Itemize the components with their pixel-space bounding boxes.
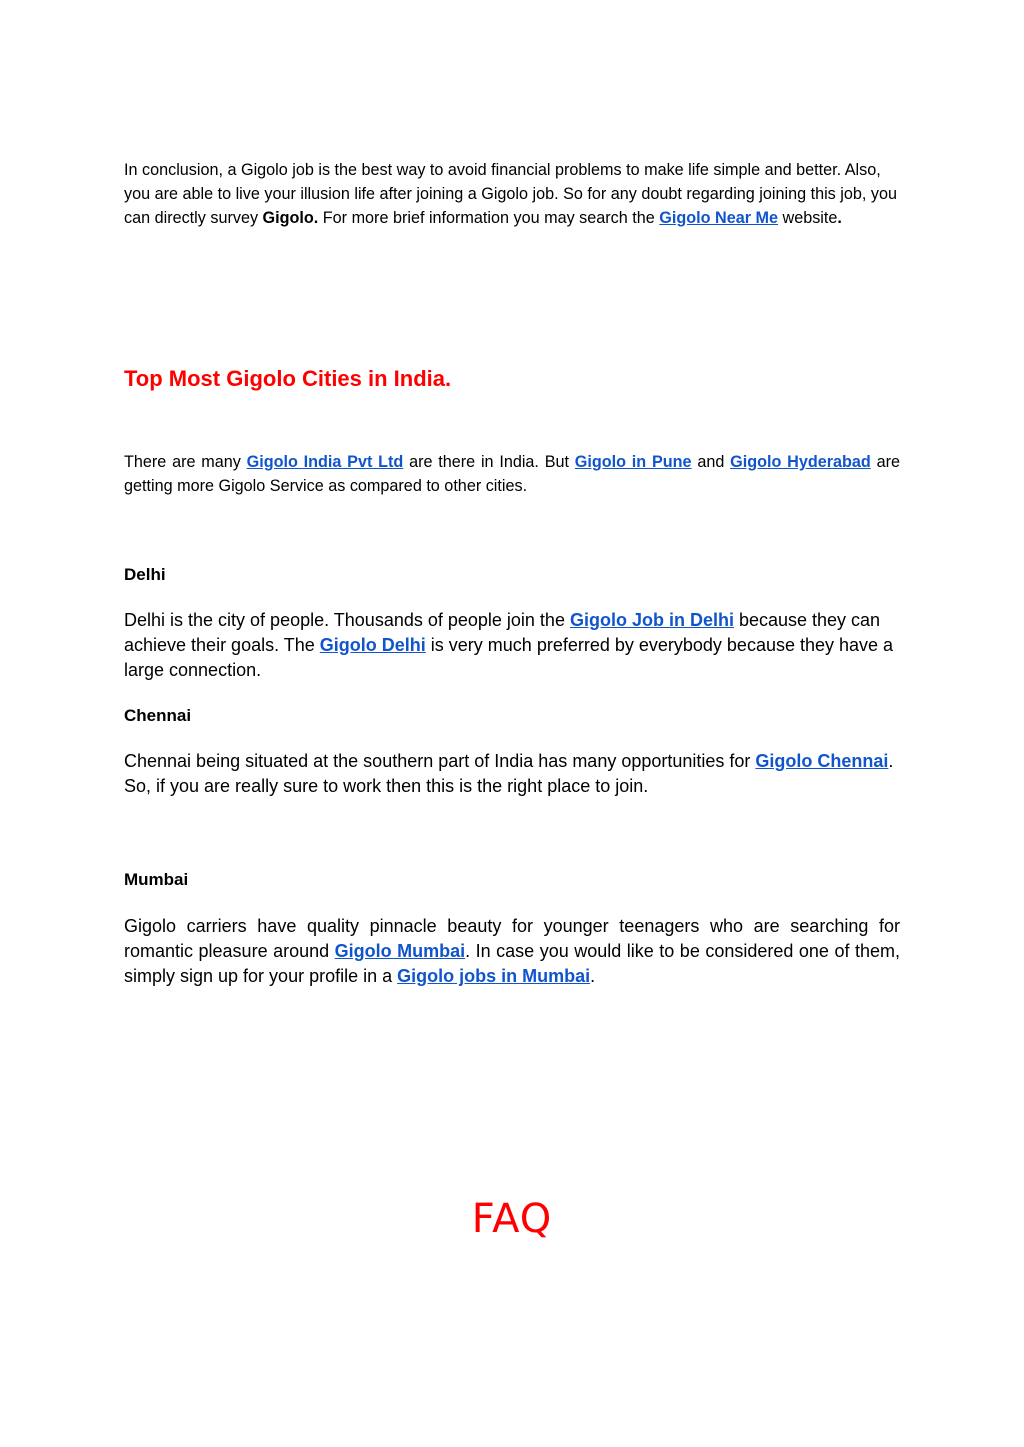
conclusion-bold-term: Gigolo.	[262, 209, 319, 227]
chennai-heading: Chennai	[124, 706, 192, 725]
gigolo-mumbai-link[interactable]: Gigolo Mumbai	[334, 941, 466, 961]
top-cities-heading: Top Most Gigolo Cities in India.	[124, 366, 452, 391]
gigolo-delhi-link[interactable]: Gigolo Delhi	[319, 635, 426, 655]
chennai-text: . So, if you are really sure to work then this is the right place to join.	[124, 751, 894, 796]
top-cities-text: are getting more Gigolo Service as compared to other cities.	[124, 453, 900, 495]
gigolo-chennai-link[interactable]: Gigolo Chennai	[755, 751, 889, 771]
conclusion-text: For more brief information you may search the	[318, 209, 660, 227]
top-cities-paragraph	[124, 450, 900, 498]
top-cities-text: are there in India. But	[403, 453, 575, 471]
mumbai-paragraph	[124, 914, 900, 989]
delhi-heading: Delhi	[124, 565, 166, 584]
conclusion-text: website	[778, 209, 838, 227]
mumbai-heading: Mumbai	[124, 870, 189, 889]
delhi-text: is very much preferred by everybody because they have a large connection.	[124, 635, 894, 680]
mumbai-text: Gigolo carriers have quality pinnacle beauty for younger teenagers who are searching for romantic pleasure around	[124, 916, 900, 961]
gigolo-in-pune-link[interactable]: Gigolo in Pune	[574, 453, 692, 471]
delhi-paragraph	[124, 608, 900, 683]
top-cities-text: and	[691, 453, 731, 471]
mumbai-text: . In case you would like to be considered one of them, simply sign up for your profile in a	[124, 941, 900, 986]
gigolo-jobs-in-mumbai-link[interactable]: Gigolo jobs in Mumbai	[397, 966, 591, 986]
top-cities-text: There are many	[124, 453, 247, 471]
gigolo-job-in-delhi-link[interactable]: Gigolo Job in Delhi	[569, 610, 734, 630]
chennai-paragraph	[124, 749, 900, 799]
conclusion-bold-period: .	[837, 209, 842, 227]
gigolo-india-pvt-ltd-link[interactable]: Gigolo India Pvt Ltd	[246, 453, 404, 471]
faq-heading: FAQ	[471, 1196, 553, 1242]
conclusion-text: In conclusion, a Gigolo job is the best way to avoid financial problems to make life simple and better. Also, you are able to live your illusion life after joining a Gigolo job. So for any doubt regarding joining this job, you can directly survey	[124, 161, 897, 227]
delhi-text: Delhi is the city of people. Thousands of people join the	[124, 610, 570, 630]
gigolo-near-me-link[interactable]: Gigolo Near Me	[659, 209, 779, 227]
chennai-text: Chennai being situated at the southern part of India has many opportunities for	[124, 751, 756, 771]
delhi-text: because they can achieve their goals. The	[124, 610, 881, 655]
conclusion-paragraph	[124, 158, 900, 230]
gigolo-hyderabad-link[interactable]: Gigolo Hyderabad	[730, 453, 871, 471]
mumbai-text: .	[590, 966, 596, 986]
